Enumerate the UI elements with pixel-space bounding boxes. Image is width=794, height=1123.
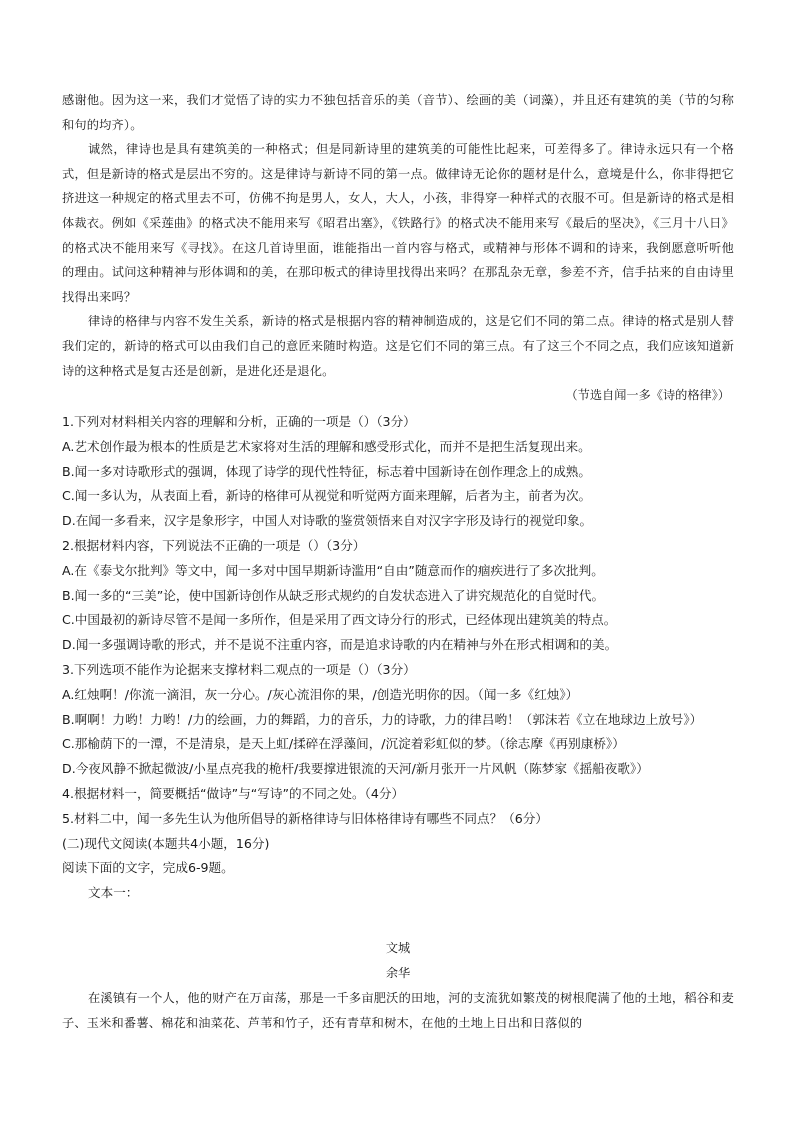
passage-paragraph: 感谢他。因为这一来，我们才觉悟了诗的实力不独包括音乐的美（音节）、绘画的美（词藻），并且还有建筑的美（节的匀称和句的均齐）。: [62, 93, 734, 132]
question-list: [62, 410, 738, 906]
question-5: 5.材料二中，闻一多先生认为他所倡导的新格律诗与旧体格律诗有哪些不同点？（6分）: [62, 810, 548, 826]
passage-paragraph: 诚然，律诗也是具有建筑美的一种格式；但是同新诗里的建筑美的可能性比起来，可差得多了。律诗永远只有一个格式，但是新诗的格式是层出不穷的。这是律诗与新诗不同的第一点。做律诗无论你的题材是什么，意境是什么，你非得把它挤进这一种规定的格式里去不可，仿佛不拘是男人，女人，大人，小孩，非得穿一种样式的衣服不可。但是新诗的格式是相体裁衣。例如《采莲曲》的格式决不能用来写《昭君出塞》，《铁路行》的格式决不能用来写《最后的坚决》，《三月十八日》的格式决不能用来写《寻找》。在这几首诗里面，谁能指出一首内容与格式，或精神与形体不调和的诗来，我倒愿意听听他的理由。试问这种精神与形体调和的美，在那印板式的律诗里找得出来吗？在那乱杂无章，参差不齐，信手拈来的自由诗里找得出来吗？: [62, 142, 734, 304]
passage-source: （节选自闻一多《诗的格律》）: [565, 388, 730, 403]
question-1: 1.下列对材料相关内容的理解和分析，正确的一项是（）（3分）: [62, 414, 416, 429]
story-title: 文城: [385, 941, 411, 955]
question-3-option-c: C.那榆荫下的一潭，不是清泉，是天上虹/揉碎在浮藻间，/沉淀着彩虹似的梦。（徐志摩《再别康桥》）: [62, 736, 625, 752]
text-label: 文本一：: [88, 885, 139, 901]
question-3-option-a: A.红烛啊！/你流一滴泪，灰一分心。/灰心流泪你的果，/创造光明你的因。（闻一多《红烛》）: [62, 686, 579, 702]
passage-paragraph: 律诗的格律与内容不发生关系，新诗的格式是根据内容的精神制造成的，这是它们不同的第二点。律诗的格式是别人替我们定的，新诗的格式可以由我们自己的意匠来随时构造。这是它们不同的第三点。有了这三个不同之点，我们应该知道新诗的这种格式是复古还是创新，是进化还是退化。: [62, 314, 734, 378]
question-2-option-b: B.闻一多的“三美”论，使中国新诗创作从缺乏形式规约的自发状态进入了讲究规范化的自觉时代。: [62, 587, 605, 603]
section-heading: (二)现代文阅读(本题共4小题，16分): [62, 835, 270, 851]
section-instruction: 阅读下面的文字，完成6-9题。: [62, 860, 234, 876]
story-passage: [62, 936, 734, 1035]
question-4: 4.根据材料一，简要概括“做诗”与“写诗”的不同之处。（4分）: [62, 785, 405, 801]
question-1-option-b: B.闻一多对诗歌形式的强调，体现了诗学的现代性特征，标志着中国新诗在创作理念上的成熟。: [62, 463, 591, 479]
question-2-option-c: C.中国最初的新诗尽管不是闻一多所作，但是采用了西文诗分行的形式，已经体现出建筑美的特点。: [62, 612, 617, 628]
story-paragraph: 在溪镇有一个人，他的财产在万亩荡，那是一千多亩肥沃的田地，河的支流犹如繁茂的树根爬满了他的土地，稻谷和麦子、玉米和番薯、棉花和油菜花、芦苇和竹子，还有青草和树木，在他的土地上日出和日落似的: [62, 991, 734, 1030]
question-1-option-d: D.在闻一多看来，汉字是象形字，中国人对诗歌的鉴赏领悟来自对汉字字形及诗行的视觉印象。: [62, 513, 593, 529]
passage-one: [62, 88, 734, 407]
question-3-option-d: D.今夜风静不掀起微波/小星点亮我的桅杆/我要撑进银流的天河/新月张开一片风帆（陈梦家《摇船夜歌》）: [62, 761, 649, 777]
question-3: 3.下列选项不能作为论据来支撑材料二观点的一项是（）（3分）: [62, 661, 416, 677]
question-1-option-c: C.闻一多认为，从表面上看，新诗的格律可从视觉和听觉两方面来理解，后者为主，前者为次。: [62, 488, 592, 504]
question-2-option-d: D.闻一多强调诗歌的形式，并不是说不注重内容，而是追求诗歌的内在精神与外在形式相调和的美。: [62, 637, 618, 653]
question-2-option-a: A.在《泰戈尔批判》等文中，闻一多对中国早期新诗滥用“自由”随意而作的痼疾进行了多次批判。: [62, 562, 604, 578]
question-1-option-a: A.艺术创作最为根本的性质是艺术家将对生活的理解和感受形式化，而并不是把生活复现出来。: [62, 438, 591, 454]
story-author: 余华: [385, 966, 411, 980]
question-2: 2.根据材料内容，下列说法不正确的一项是（）（3分）: [62, 537, 366, 553]
question-3-option-b: B.啊啊！力哟！力哟！/力的绘画，力的舞蹈，力的音乐，力的诗歌，力的律吕哟！（郭沫若《立在地球边上放号》）: [62, 711, 703, 727]
